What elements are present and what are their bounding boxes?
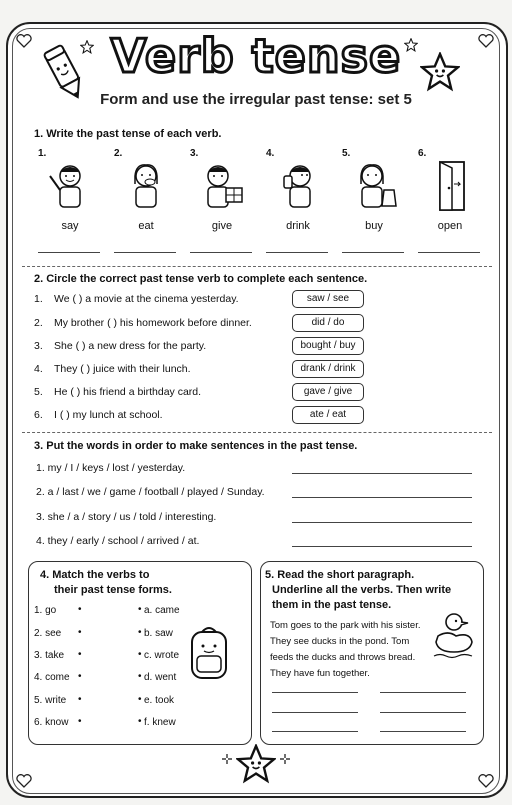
match-dot[interactable]: • (78, 716, 82, 727)
match-dot[interactable]: • (138, 604, 142, 615)
scrambled-sentence: 3. she / a / story / us / told / interesting. (36, 511, 217, 523)
heart-icon (16, 774, 32, 788)
verb-word: open (437, 220, 463, 232)
verb-picture-grid: 1. say 2. eat 3. give 4. drink 5. buy 6. open (32, 148, 484, 258)
match-left-item: 5. write (34, 695, 67, 706)
options-box[interactable]: gave / give (292, 383, 364, 401)
options-box[interactable]: drank / drink (292, 360, 364, 378)
match-left-item: 2. see (34, 628, 62, 639)
answer-line[interactable] (292, 546, 472, 547)
answer-line[interactable] (342, 252, 404, 253)
match-right-item: a. came (144, 605, 180, 616)
match-dot[interactable]: • (138, 627, 142, 638)
match-left-item: 4. come (34, 672, 70, 683)
section4-heading: 4. Match the verbs to (40, 569, 150, 581)
options-box[interactable]: saw / see (292, 290, 364, 308)
answer-line[interactable] (266, 252, 328, 253)
match-right-item: d. went (144, 672, 177, 683)
options-box[interactable]: bought / buy (292, 337, 364, 355)
match-dot[interactable]: • (138, 671, 142, 682)
answer-line[interactable] (292, 522, 472, 523)
match-dot[interactable]: • (78, 649, 82, 660)
answer-line[interactable] (272, 692, 358, 693)
match-left-item: 3. take (34, 650, 65, 661)
match-left-item: 1. go (34, 605, 57, 616)
page-subtitle: Form and use the irregular past tense: set 5 (100, 91, 412, 108)
verb-word: eat (138, 220, 154, 232)
sparkle-icon (220, 752, 234, 766)
verb-word: buy (365, 220, 383, 232)
match-dot[interactable]: • (78, 671, 82, 682)
smiling-star-icon (236, 744, 276, 784)
heart-icon (478, 774, 494, 788)
waving-boy-icon (42, 160, 98, 212)
answer-line[interactable] (272, 712, 358, 713)
section5-heading: 5. Read the short paragraph. (265, 569, 415, 581)
answer-line[interactable] (292, 497, 472, 498)
match-dot[interactable]: • (78, 627, 82, 638)
answer-line[interactable] (190, 252, 252, 253)
short-paragraph: Tom goes to the park with his sister. They see ducks in the pond. Tom feeds the ducks and throws bread. They have fun together. (270, 620, 421, 679)
open-door-icon (422, 160, 478, 212)
match-dot[interactable]: • (78, 604, 82, 615)
scrambled-sentence: 2. a / last / we / game / football / played / Sunday. (36, 486, 265, 498)
section3-heading: 3. Put the words in order to make sentences in the past tense. (34, 440, 358, 452)
section-divider (22, 432, 492, 433)
boy-drinking-icon (270, 160, 326, 212)
duck-icon (430, 610, 478, 660)
verb-word: say (61, 220, 79, 232)
sparkle-icon (278, 752, 292, 766)
eating-girl-icon (118, 160, 174, 212)
section5-heading-line3: them in the past tense. (272, 599, 392, 611)
answer-line[interactable] (380, 712, 466, 713)
page-title: Verb tense (110, 29, 402, 83)
answer-line[interactable] (292, 473, 472, 474)
section1-heading: 1. Write the past tense of each verb. (34, 128, 222, 140)
answer-line[interactable] (380, 731, 466, 732)
verb-word: give (211, 220, 233, 232)
section4-heading-line2: their past tense forms. (54, 584, 172, 596)
backpack-icon (186, 624, 232, 682)
match-left-item: 6. know (34, 717, 69, 728)
match-dot[interactable]: • (138, 649, 142, 660)
boy-gift-icon (194, 160, 250, 212)
answer-line[interactable] (380, 692, 466, 693)
verb-word: drink (286, 220, 310, 232)
section2-heading: 2. Circle the correct past tense verb to complete each sentence. (34, 273, 368, 285)
match-right-item: f. knew (144, 717, 176, 728)
answer-line[interactable] (38, 252, 100, 253)
match-dot[interactable]: • (138, 716, 142, 727)
scrambled-sentence: 4. they / early / school / arrived / at. (36, 535, 200, 547)
match-right-item: c. wrote (144, 650, 180, 661)
match-right-item: e. took (144, 695, 175, 706)
match-dot[interactable]: • (138, 694, 142, 705)
scrambled-sentence: 1. my / I / keys / lost / yesterday. (36, 462, 186, 474)
answer-line[interactable] (114, 252, 176, 253)
answer-line[interactable] (418, 252, 480, 253)
match-dot[interactable]: • (78, 694, 82, 705)
options-box[interactable]: did / do (292, 314, 364, 332)
girl-shopping-icon (346, 160, 402, 212)
section5-heading-line2: Underline all the verbs. Then write (272, 584, 452, 596)
options-box[interactable]: ate / eat (292, 406, 364, 424)
match-right-item: b. saw (144, 628, 173, 639)
answer-line[interactable] (272, 731, 358, 732)
section-divider (22, 266, 492, 267)
